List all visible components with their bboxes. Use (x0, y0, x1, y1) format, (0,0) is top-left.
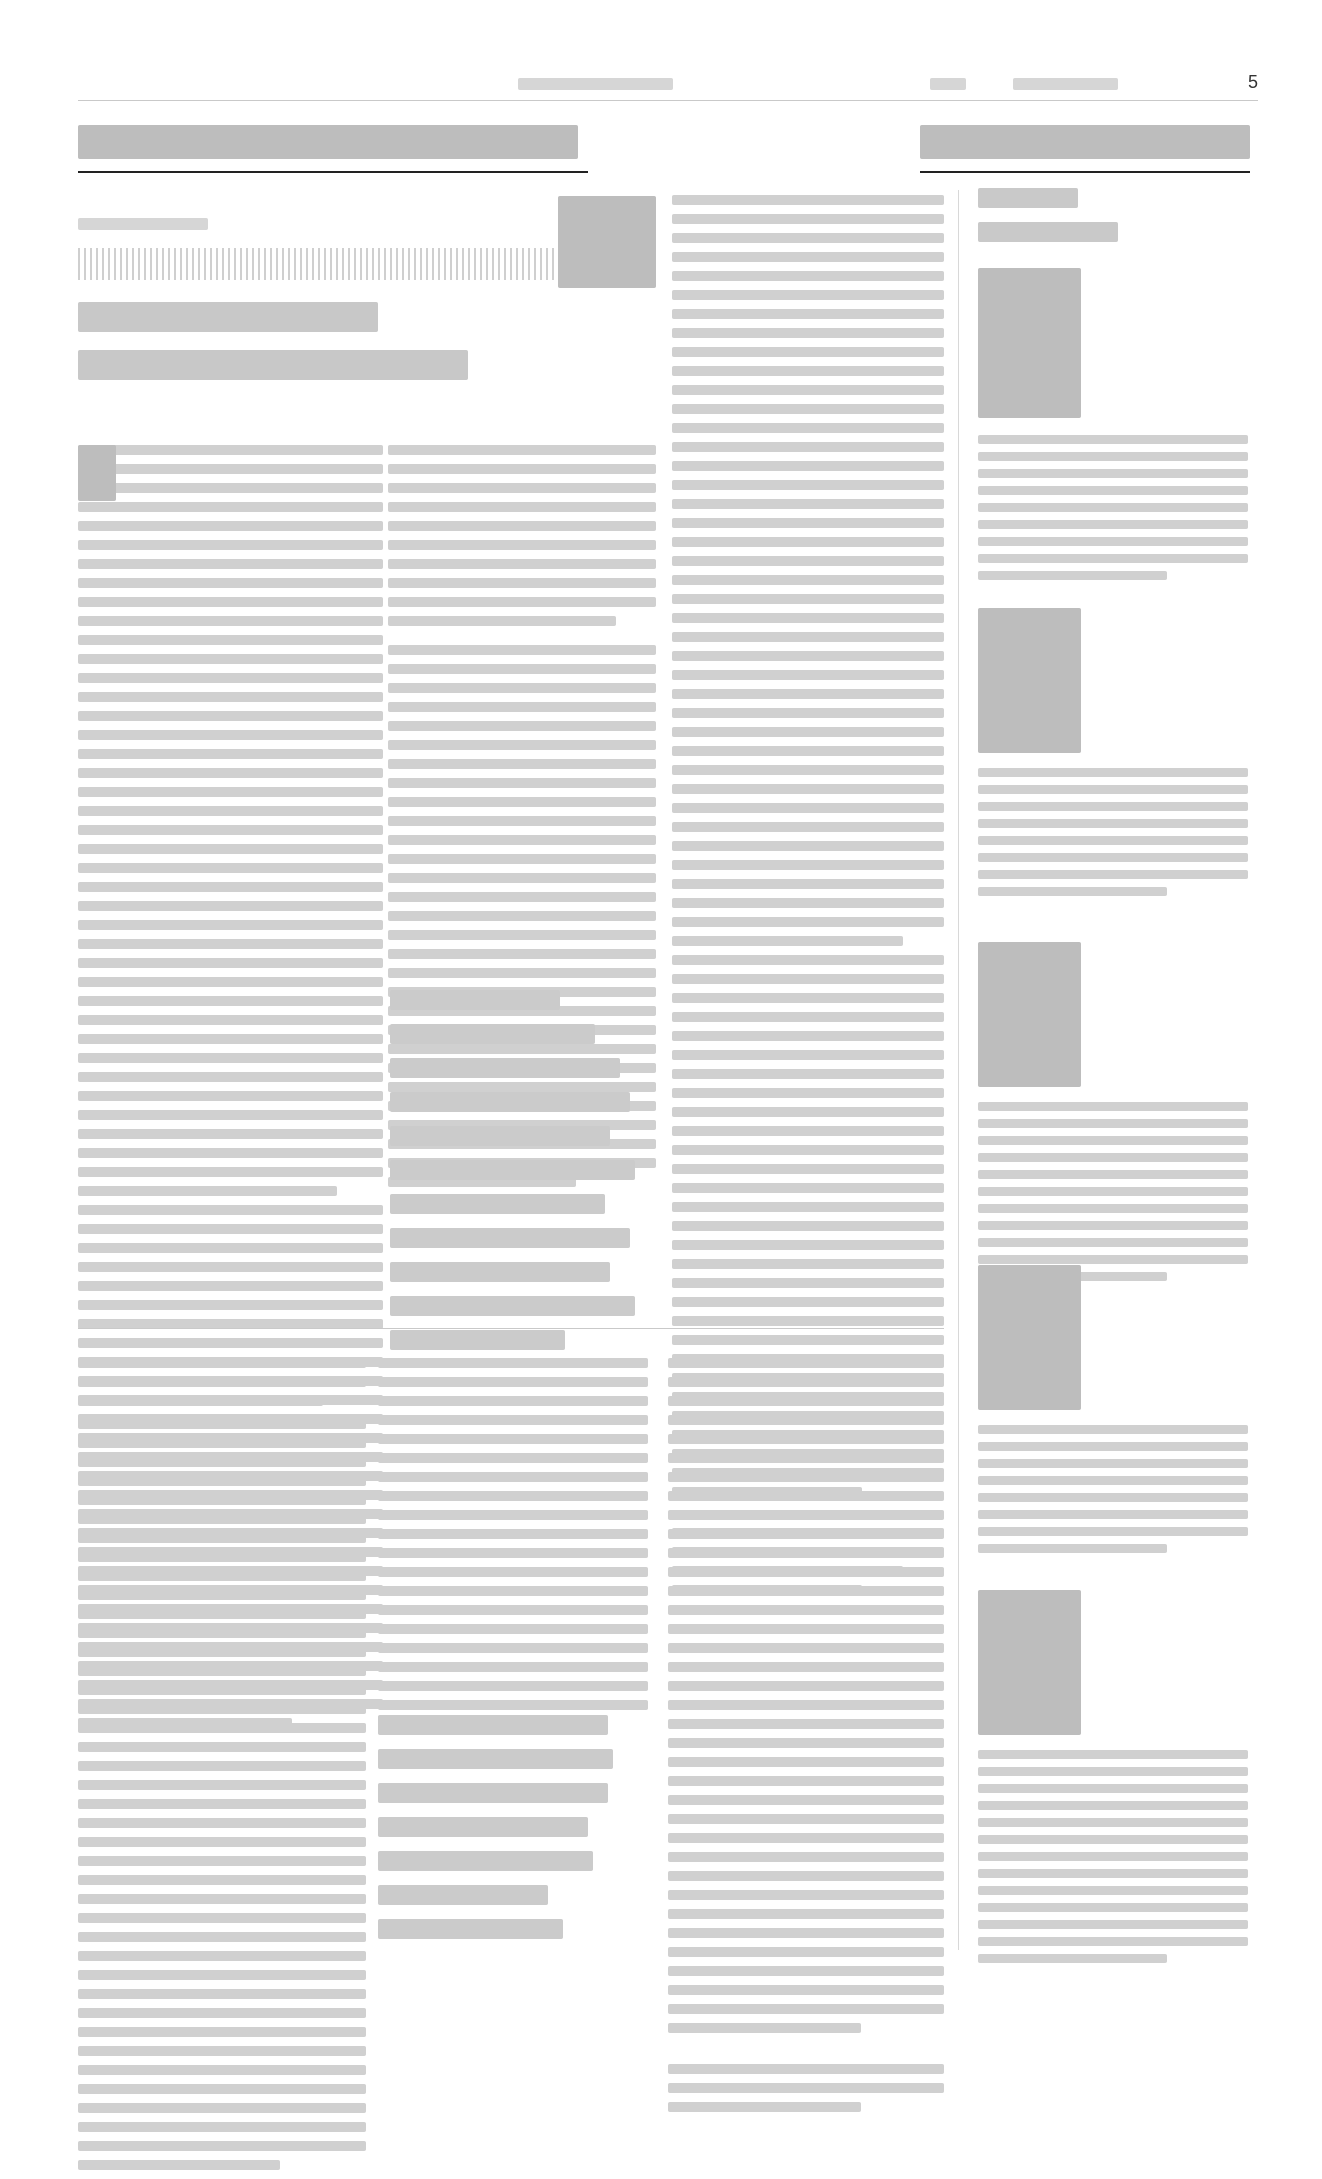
page-header (78, 70, 1258, 101)
masthead-placeholder (1013, 78, 1118, 90)
pull-quote-1 (390, 990, 655, 1364)
sidebar-divider (958, 190, 959, 1950)
drop-cap-placeholder (78, 445, 116, 501)
section-title-left-placeholder (78, 125, 578, 159)
decorative-hatched-bar (78, 248, 578, 280)
section-code-placeholder (930, 78, 966, 90)
headline-line (78, 350, 468, 380)
book-cover-2 (978, 608, 1081, 753)
book-cover-4 (978, 1265, 1081, 1410)
author-name-placeholder (78, 218, 208, 230)
article-headline (78, 302, 498, 398)
book-cover-3 (978, 942, 1081, 1087)
section-title-right-placeholder (920, 125, 1250, 159)
book-cover-1 (978, 268, 1081, 418)
book-caption-4 (978, 1425, 1248, 1561)
section-divider (78, 1328, 944, 1329)
section-title-left (78, 125, 588, 173)
author-portrait (558, 196, 656, 288)
lower-column-2 (378, 1358, 648, 1738)
lower-column-3 (668, 1358, 944, 2121)
book-caption-2 (978, 768, 1248, 904)
book-caption-1 (978, 435, 1248, 588)
book-cover-5 (978, 1590, 1081, 1735)
lower-column-1 (78, 1358, 366, 2179)
section-title-right (920, 125, 1250, 173)
headline-line (78, 302, 378, 332)
book-caption-3 (978, 1102, 1248, 1289)
book-caption-5 (978, 1750, 1248, 1971)
sidebar-title (978, 188, 1118, 256)
pull-quote-2 (378, 1715, 648, 1953)
page-number: 5 (1247, 72, 1258, 92)
date-placeholder (518, 78, 673, 90)
